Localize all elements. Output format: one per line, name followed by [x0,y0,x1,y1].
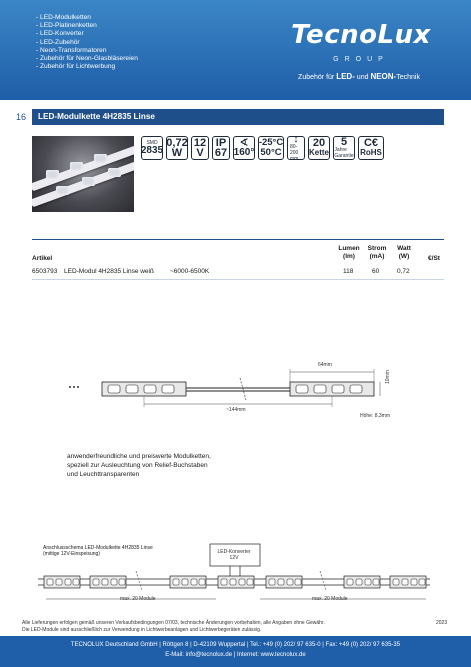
product-description [67,452,211,479]
table-bottom-rule [32,279,444,280]
led-module [46,170,59,179]
header-lumen-label: Lumen [338,245,360,252]
category-item[interactable]: - Neon-Transformatoren [36,47,138,55]
ip-value: 67 [214,147,228,159]
distance-value: 80-200 mm [290,144,299,162]
distance-arrow: ↕ [293,133,299,145]
rohs-mark: RoHS [360,148,382,157]
temp-max: 50°C [260,147,282,158]
voltage-icon [191,136,209,160]
header-strom-label: Strom [367,245,387,252]
category-item[interactable]: - Zubehör für Lichtwerbung [36,63,138,71]
header-lumen-unit: (lm) [343,252,355,260]
converter-name: LED-Konverter [217,549,251,555]
tagline-led: LED- [336,72,355,81]
page-title: LED-Modulkette 4H2835 Linse [32,109,444,125]
logo-wordmark: TecnoLux [291,20,431,50]
max-modules-right: max. 20 Module [312,596,348,602]
converter-label [214,549,254,561]
smd-icon [141,136,163,160]
wiring-title-sub: (mittige 12V-Einspeisung) [43,551,100,557]
led-module [56,186,69,195]
led-module [70,162,83,171]
footer-year: 2023 [436,620,448,626]
table-header [32,240,444,265]
wiring-title-main: Anschlussschema LED-Modulkette 4H2835 Linse [43,545,153,551]
header-watt-unit: (W) [398,252,410,260]
converter-voltage: 12V [229,555,239,561]
header-watt-label: Watt [397,245,411,252]
dim-module-length: 64mm [318,362,332,368]
header-strom [365,245,389,260]
warranty-icon [333,136,355,160]
footer-note: Die LED-Module sind ausschließlich zur Verwendung in Lichtwerbeanlagen und Lichtwerbegeräten zulässig. [22,627,262,633]
header-strom-unit: (mA) [369,252,385,260]
header-banner [0,0,471,100]
smd-label: SMD [146,140,158,146]
category-item[interactable]: - LED-Modulketten [36,14,138,22]
led-module [82,177,95,186]
page-number: 16 [16,112,27,122]
table-row[interactable] [32,265,444,277]
header-lumen [334,245,364,260]
tagline-pre: Zubehör für [298,74,337,81]
chain-count: 20 [312,137,326,149]
description-line: und Leuchttransparenten [67,471,140,478]
footer-contact[interactable]: E-Mail: info@tecnolux.de | Internet: www.tecnolux.de [165,652,306,658]
tecnolux-logo[interactable] [286,18,436,70]
footer-address: TECNOLUX Deutschland GmbH | Röttgen 8 | D-42109 Wuppertal | Tel.: +49 (0) 202/ 97 635-0 | Fax: +49 (0) 202/ 97 635-35 [70,642,401,648]
ip-icon [212,136,230,160]
ce-mark: C€ [363,137,379,149]
voltage-value: 12 [193,137,207,149]
dim-height: Höhe: 8,3mm [360,413,391,419]
led-module [94,154,107,163]
tagline-mid: und [354,74,371,81]
ip-label: IP [215,137,227,149]
power-unit: W [171,147,183,159]
article-watt: 0,72 [397,268,410,275]
category-item[interactable]: - LED-Konverter [36,30,138,38]
spec-icons [140,133,384,162]
technical-drawing [60,360,410,430]
tagline [266,72,452,81]
header-artikel: Artikel [32,255,53,262]
article-lumen: 118 [343,268,354,275]
dim-pitch: ~144mm [226,407,246,413]
category-list [36,14,138,71]
tagline-post: Technik [396,74,420,81]
chain-label: Kette [309,148,330,157]
footer-bar [0,636,471,667]
ce-rohs-icon [358,136,384,160]
category-item[interactable]: - LED-Zubehör [36,39,138,47]
footer-notes [22,620,325,634]
header-watt [393,245,415,260]
header-price: €/St [428,255,440,262]
warranty-years: 5 [340,136,348,148]
chain-icon [308,136,330,160]
led-module [108,168,121,177]
distance-icon [287,133,305,162]
continuation-dots [69,386,79,388]
dim-width: 10mm [385,370,391,384]
product-table [32,239,444,277]
product-photo [32,136,134,212]
article-color-temp: ~6000-6500K [170,268,210,275]
power-value: 0,72 [166,137,188,149]
logo-group-text: GROUP [333,56,389,63]
article-number: 6503793 [32,268,58,275]
power-icon [166,136,188,160]
angle-value: 160° [233,147,255,158]
angle-icon [233,136,255,160]
tagline-neon: NEON- [370,72,397,81]
temperature-icon [258,136,284,160]
article-strom: 60 [372,268,380,275]
angle-symbol: ∢ [239,137,249,149]
article-name: LED-Modul 4H2835 Linse weiß [64,268,154,275]
footer-note: Alle Lieferungen erfolgen gemäß unseren Verkaufsbedingungen 07/03, technische Änderungen vorbehalten, alle Angaben ohne Gewähr. [22,620,325,626]
max-modules-left: max. 20 Module [120,596,156,602]
temp-min: -25°C [258,137,284,148]
voltage-unit: V [196,147,204,159]
category-item[interactable]: - LED-Platinenketten [36,22,138,30]
smd-value: 2835 [140,145,164,156]
warranty-label: Jahre Garantie [334,147,354,159]
category-item[interactable]: - Zubehör für Neon-Glasbläsereien [36,55,138,63]
description-line: speziell zur Ausleuchtung von Relief-Buchstaben [67,462,208,469]
description-line: anwenderfreundliche und preiswerte Modulketten, [67,453,211,460]
